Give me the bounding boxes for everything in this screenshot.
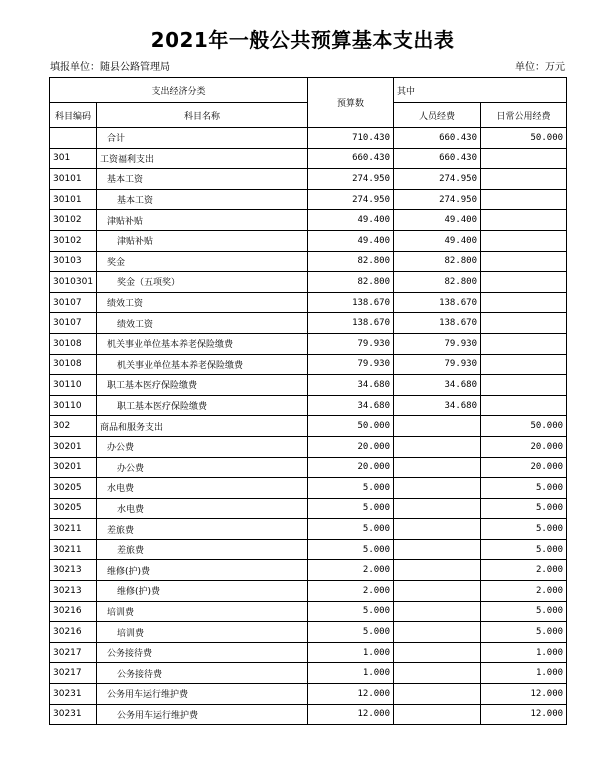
row-code: 301 <box>50 148 97 169</box>
row-code: 30213 <box>50 560 97 581</box>
row-budget: 20.000 <box>308 457 394 478</box>
row-name: 奖金 <box>97 251 308 272</box>
row-personnel: 274.950 <box>394 189 481 210</box>
row-code: 30216 <box>50 622 97 643</box>
table-row <box>50 128 567 149</box>
table-row <box>50 230 567 251</box>
row-budget: 79.930 <box>308 333 394 354</box>
row-personnel <box>394 601 481 622</box>
row-public: 2.000 <box>481 560 567 581</box>
row-budget: 274.950 <box>308 189 394 210</box>
table-row <box>50 313 567 334</box>
row-budget: 2.000 <box>308 581 394 602</box>
row-budget: 138.670 <box>308 292 394 313</box>
row-code: 30107 <box>50 292 97 313</box>
row-budget: 2.000 <box>308 560 394 581</box>
table-row <box>50 601 567 622</box>
row-code: 30101 <box>50 169 97 190</box>
row-public: 2.000 <box>481 581 567 602</box>
table-row <box>50 622 567 643</box>
row-budget: 5.000 <box>308 519 394 540</box>
row-name: 机关事业单位基本养老保险缴费 <box>97 333 308 354</box>
table-row <box>50 436 567 457</box>
row-budget: 12.000 <box>308 684 394 705</box>
row-code: 30231 <box>50 684 97 705</box>
row-code: 30205 <box>50 498 97 519</box>
row-name: 公务接待费 <box>97 642 308 663</box>
table-row <box>50 498 567 519</box>
row-name: 差旅费 <box>97 519 308 540</box>
row-code: 30107 <box>50 313 97 334</box>
row-personnel <box>394 663 481 684</box>
row-public <box>481 210 567 231</box>
row-code: 30231 <box>50 704 97 725</box>
row-budget: 274.950 <box>308 169 394 190</box>
row-public <box>481 333 567 354</box>
row-public <box>481 354 567 375</box>
header-budget: 预算数 <box>308 78 394 128</box>
table-row <box>50 272 567 293</box>
row-budget: 50.000 <box>308 416 394 437</box>
row-personnel <box>394 478 481 499</box>
row-personnel <box>394 622 481 643</box>
row-public <box>481 272 567 293</box>
row-name: 培训费 <box>97 601 308 622</box>
row-budget: 79.930 <box>308 354 394 375</box>
reporting-unit: 填报单位：随县公路管理局 <box>50 62 170 73</box>
row-name: 公务接待费 <box>97 663 308 684</box>
row-budget: 5.000 <box>308 539 394 560</box>
table-row <box>50 210 567 231</box>
row-name: 公务用车运行维护费 <box>97 684 308 705</box>
table-row <box>50 395 567 416</box>
row-public <box>481 169 567 190</box>
row-code: 30102 <box>50 210 97 231</box>
table-row <box>50 189 567 210</box>
row-code <box>50 128 97 149</box>
row-budget: 710.430 <box>308 128 394 149</box>
row-public <box>481 375 567 396</box>
row-public: 5.000 <box>481 478 567 499</box>
row-budget: 34.680 <box>308 395 394 416</box>
row-name: 合计 <box>97 128 308 149</box>
row-budget: 138.670 <box>308 313 394 334</box>
row-public: 5.000 <box>481 519 567 540</box>
row-code: 30103 <box>50 251 97 272</box>
row-budget: 5.000 <box>308 622 394 643</box>
row-code: 30201 <box>50 457 97 478</box>
row-budget: 5.000 <box>308 478 394 499</box>
row-personnel <box>394 581 481 602</box>
row-budget: 82.800 <box>308 272 394 293</box>
row-code: 30101 <box>50 189 97 210</box>
row-name: 办公费 <box>97 436 308 457</box>
row-personnel: 49.400 <box>394 230 481 251</box>
row-budget: 49.400 <box>308 230 394 251</box>
row-personnel <box>394 416 481 437</box>
row-public <box>481 251 567 272</box>
row-public <box>481 230 567 251</box>
row-public: 1.000 <box>481 663 567 684</box>
budget-table <box>49 77 567 725</box>
row-public <box>481 395 567 416</box>
row-code: 30110 <box>50 395 97 416</box>
row-public: 12.000 <box>481 704 567 725</box>
table-row <box>50 354 567 375</box>
row-name: 办公费 <box>97 457 308 478</box>
row-name: 绩效工资 <box>97 313 308 334</box>
row-personnel: 138.670 <box>394 313 481 334</box>
row-personnel <box>394 684 481 705</box>
row-public: 5.000 <box>481 622 567 643</box>
row-code: 30217 <box>50 663 97 684</box>
table-row <box>50 333 567 354</box>
row-name: 公务用车运行维护费 <box>97 704 308 725</box>
row-budget: 82.800 <box>308 251 394 272</box>
row-name: 差旅费 <box>97 539 308 560</box>
row-personnel: 82.800 <box>394 272 481 293</box>
row-code: 3010301 <box>50 272 97 293</box>
header-among: 其中 <box>394 78 567 103</box>
row-personnel <box>394 519 481 540</box>
table-row <box>50 457 567 478</box>
row-name: 基本工资 <box>97 169 308 190</box>
row-public <box>481 292 567 313</box>
row-public: 20.000 <box>481 457 567 478</box>
row-public: 20.000 <box>481 436 567 457</box>
row-budget: 49.400 <box>308 210 394 231</box>
row-name: 绩效工资 <box>97 292 308 313</box>
row-personnel <box>394 436 481 457</box>
table-row <box>50 169 567 190</box>
row-code: 302 <box>50 416 97 437</box>
row-personnel: 79.930 <box>394 354 481 375</box>
row-code: 30205 <box>50 478 97 499</box>
table-row <box>50 539 567 560</box>
row-public: 50.000 <box>481 128 567 149</box>
row-name: 商品和服务支出 <box>97 416 308 437</box>
row-public: 5.000 <box>481 539 567 560</box>
row-name: 维修(护)费 <box>97 581 308 602</box>
row-budget: 12.000 <box>308 704 394 725</box>
row-personnel: 34.680 <box>394 375 481 396</box>
table-row <box>50 663 567 684</box>
table-row <box>50 416 567 437</box>
table-row <box>50 478 567 499</box>
row-public <box>481 313 567 334</box>
row-name: 培训费 <box>97 622 308 643</box>
row-name: 津贴补贴 <box>97 210 308 231</box>
row-code: 30110 <box>50 375 97 396</box>
header-name: 科目名称 <box>97 103 308 128</box>
table-row <box>50 642 567 663</box>
row-personnel: 660.430 <box>394 128 481 149</box>
row-name: 基本工资 <box>97 189 308 210</box>
row-code: 30211 <box>50 539 97 560</box>
page-title: 2021年一般公共预算基本支出表 <box>150 28 455 52</box>
table-row <box>50 251 567 272</box>
row-name: 津贴补贴 <box>97 230 308 251</box>
row-code: 30201 <box>50 436 97 457</box>
header-code: 科目编码 <box>50 103 97 128</box>
row-public: 50.000 <box>481 416 567 437</box>
row-personnel <box>394 560 481 581</box>
row-budget: 1.000 <box>308 642 394 663</box>
header-class-group: 支出经济分类 <box>50 78 308 103</box>
row-name: 水电费 <box>97 478 308 499</box>
table-row <box>50 519 567 540</box>
row-budget: 660.430 <box>308 148 394 169</box>
row-budget: 20.000 <box>308 436 394 457</box>
row-personnel: 138.670 <box>394 292 481 313</box>
row-name: 机关事业单位基本养老保险缴费 <box>97 354 308 375</box>
table-row <box>50 148 567 169</box>
row-code: 30102 <box>50 230 97 251</box>
row-code: 30108 <box>50 333 97 354</box>
row-personnel <box>394 457 481 478</box>
table-row <box>50 375 567 396</box>
row-name: 工资福利支出 <box>97 148 308 169</box>
row-code: 30216 <box>50 601 97 622</box>
row-code: 30213 <box>50 581 97 602</box>
header-public: 日常公用经费 <box>481 103 567 128</box>
row-public: 12.000 <box>481 684 567 705</box>
row-budget: 34.680 <box>308 375 394 396</box>
row-budget: 1.000 <box>308 663 394 684</box>
row-public: 5.000 <box>481 601 567 622</box>
row-code: 30211 <box>50 519 97 540</box>
row-personnel <box>394 498 481 519</box>
row-name: 职工基本医疗保险缴费 <box>97 395 308 416</box>
table-row <box>50 684 567 705</box>
row-public: 1.000 <box>481 642 567 663</box>
row-name: 水电费 <box>97 498 308 519</box>
row-personnel: 49.400 <box>394 210 481 231</box>
table-row <box>50 560 567 581</box>
table-row <box>50 704 567 725</box>
row-budget: 5.000 <box>308 601 394 622</box>
row-personnel: 274.950 <box>394 169 481 190</box>
row-code: 30108 <box>50 354 97 375</box>
row-code: 30217 <box>50 642 97 663</box>
row-name: 职工基本医疗保险缴费 <box>97 375 308 396</box>
row-budget: 5.000 <box>308 498 394 519</box>
table-row <box>50 292 567 313</box>
row-public <box>481 148 567 169</box>
header-personnel: 人员经费 <box>394 103 481 128</box>
row-public <box>481 189 567 210</box>
row-public: 5.000 <box>481 498 567 519</box>
row-personnel: 82.800 <box>394 251 481 272</box>
currency-unit: 单位：万元 <box>515 62 565 73</box>
row-personnel: 660.430 <box>394 148 481 169</box>
row-personnel <box>394 642 481 663</box>
row-personnel: 34.680 <box>394 395 481 416</box>
row-name: 维修(护)费 <box>97 560 308 581</box>
row-personnel: 79.930 <box>394 333 481 354</box>
row-name: 奖金（五项奖） <box>97 272 308 293</box>
row-personnel <box>394 539 481 560</box>
table-row <box>50 581 567 602</box>
row-personnel <box>394 704 481 725</box>
